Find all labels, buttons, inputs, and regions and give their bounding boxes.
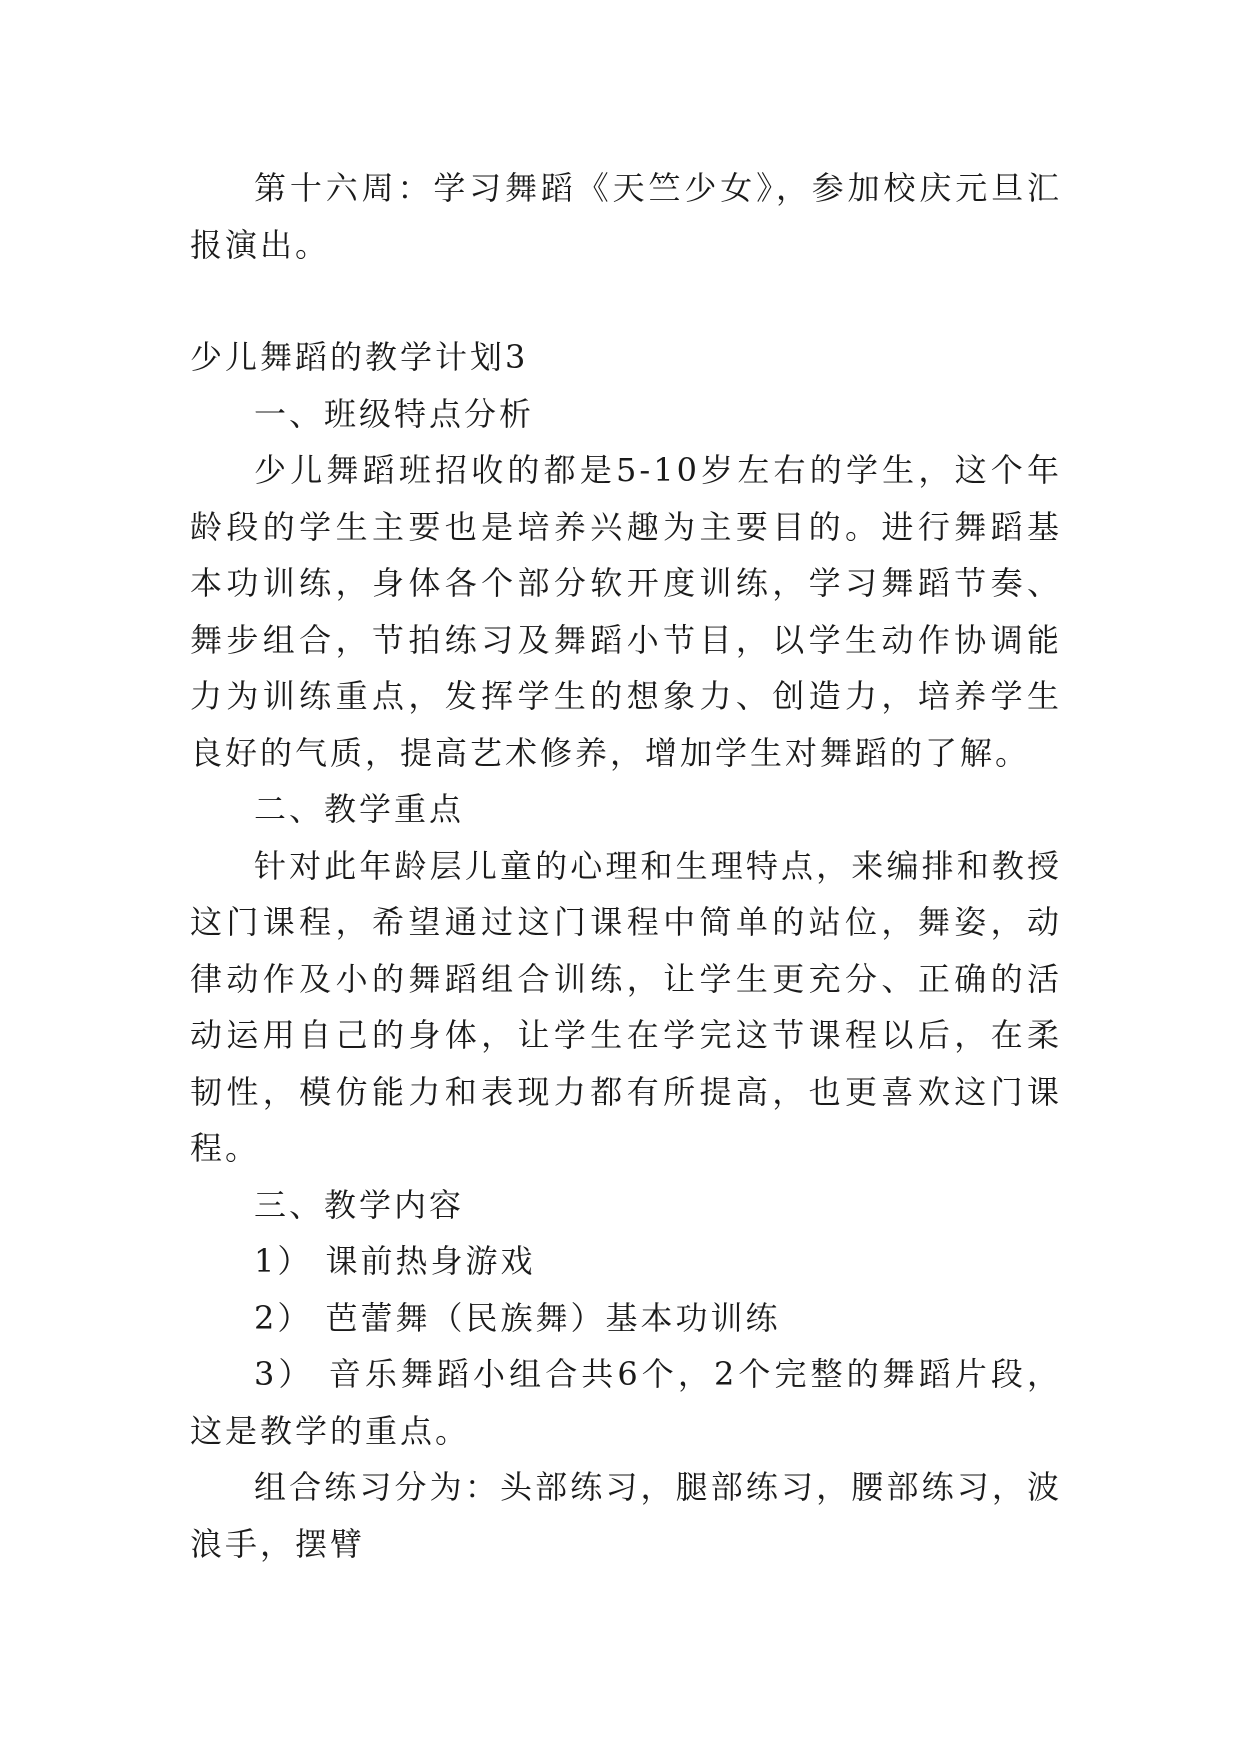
paragraph-combination-practice: 组合练习分为：头部练习，腿部练习，腰部练习，波浪手，摆臂	[190, 1468, 1062, 1563]
paragraph-teaching-focus: 针对此年龄层儿童的心理和生理特点，来编排和教授这门课程，希望通过这门课程中简单的站位，舞姿，动律动作及小的舞蹈组合训练，让学生更充分、正确的活动运用自己的身体，让学生在学完这节课程以后，在柔韧性，模仿能力和表现力都有所提高，也更喜欢这门课程。	[190, 846, 1062, 1167]
paragraph-week16: 第十六周：学习舞蹈《天竺少女》，参加校庆元旦汇报演出。	[190, 169, 1062, 264]
document-body	[190, 160, 1062, 1572]
list-item-3: 3） 音乐舞蹈小组合共6个，2个完整的舞蹈片段，这是教学的重点。	[190, 1355, 1062, 1450]
heading-class-analysis: 一、班级特点分析	[254, 394, 535, 433]
heading-teaching-focus: 二、教学重点	[254, 790, 465, 828]
section-title: 少儿舞蹈的教学计划3	[190, 338, 529, 376]
paragraph-gap	[190, 273, 1062, 329]
paragraph-class-analysis: 少儿舞蹈班招收的都是5-10岁左右的学生，这个年龄段的学生主要也是培养兴趣为主要目的。进行舞蹈基本功训练，身体各个部分软开度训练，学习舞蹈节奏、舞步组合，节拍练习及舞蹈小节目，以学生动作协调能力为训练重点，发挥学生的想象力、创造力，培养学生良好的气质，提高艺术修养，增加学生对舞蹈的了解。	[190, 451, 1062, 772]
heading-teaching-content: 三、教学内容	[254, 1185, 465, 1224]
list-item-2: 2） 芭蕾舞（民族舞）基本功训练	[254, 1298, 781, 1337]
list-item-1: 1） 课前热身游戏	[254, 1242, 536, 1280]
